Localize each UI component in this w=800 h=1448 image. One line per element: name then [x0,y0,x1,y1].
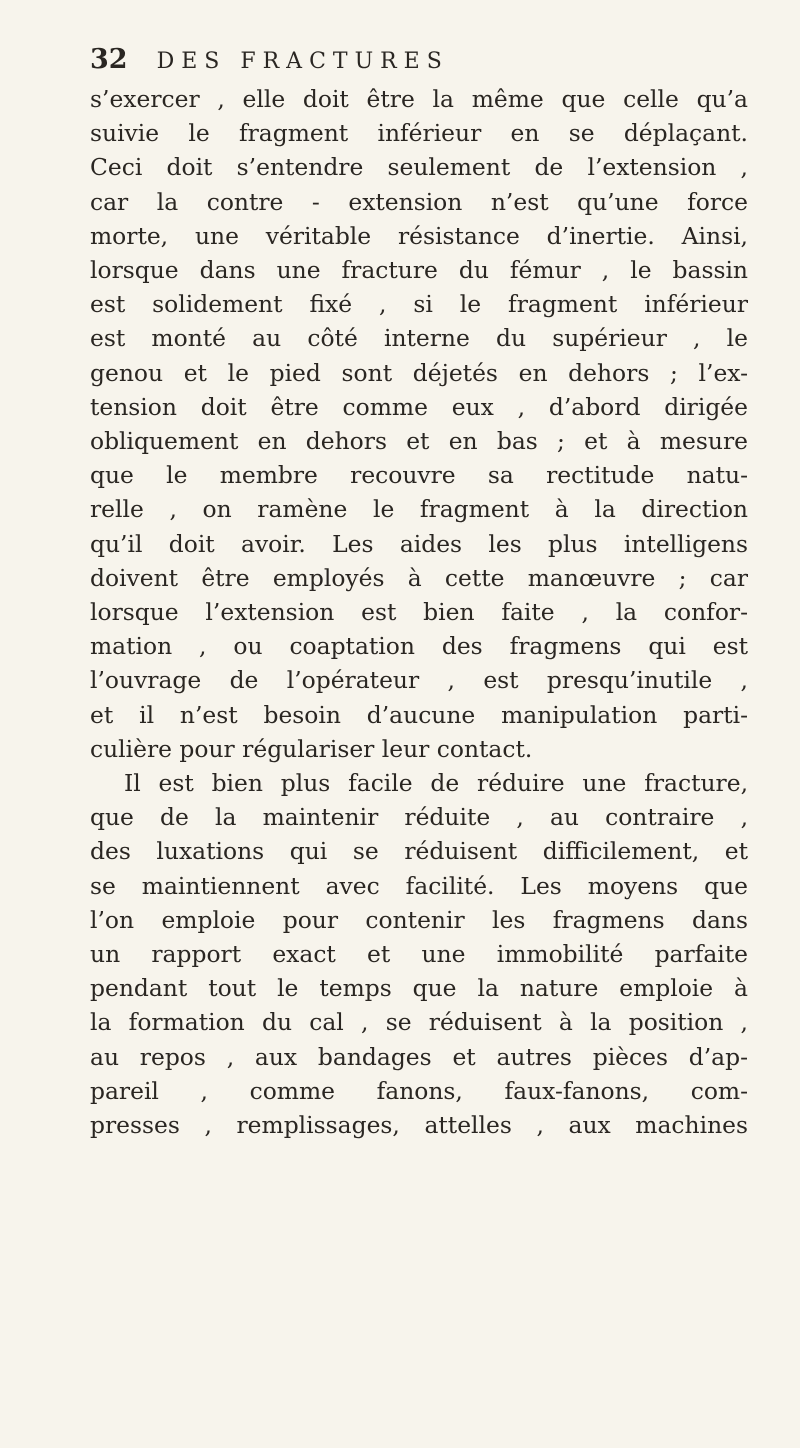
text-line: se maintiennent avec facilité. Les moyens que [90,871,748,900]
running-head [90,40,730,80]
text-line: presses , remplissages, attelles , aux machines [90,1111,748,1140]
text-line: un rapport exact et une immobilité parfaite [90,940,748,969]
text-line: genou et le pied sont déjetés en dehors ; l’ex- [90,358,748,387]
text-line: pareil , comme fanons, faux-fanons, com- [90,1076,748,1105]
text-line: est monté au côté interne du supérieur , le [90,324,748,353]
text-line: et il n’est besoin d’aucune manipulation parti- [90,700,748,729]
text-line: relle , on ramène le fragment à la direction [90,495,748,524]
text-line: obliquement en dehors et en bas ; et à mesure [90,427,748,456]
text-line: suivie le fragment inférieur en se déplaçant. [90,119,748,148]
text-line: l’ouvrage de l’opérateur , est presqu’inutile , [90,666,748,695]
text-line: lorsque l’extension est bien faite , la confor- [90,598,748,627]
text-line: que le membre recouvre sa rectitude natu- [90,461,748,490]
text-line: au repos , aux bandages et autres pièces d’ap- [90,1042,748,1071]
paragraph-1 [90,82,748,766]
running-title: DES FRACTURES [156,49,449,74]
text-line: l’on emploie pour contenir les fragmens dans [90,905,748,934]
text-line: lorsque dans une fracture du fémur , le bassin [90,256,748,285]
text-line: mation , ou coaptation des fragmens qui est [90,632,748,661]
text-line: la formation du cal , se réduisent à la position , [90,1008,748,1037]
text-line: morte, une véritable résistance d’inertie. Ainsi, [90,221,748,250]
text-line: Ceci doit s’entendre seulement de l’extension , [90,153,748,182]
text-line: s’exercer , elle doit être la même que celle qu’a [90,85,748,113]
text-line: qu’il doit avoir. Les aides les plus intelligens [90,529,748,558]
text-line: des luxations qui se réduisent difficilement, et [90,837,748,866]
text-line: est solidement fixé , si le fragment inférieur [90,290,748,319]
paragraph-2 [90,766,748,1142]
text-line: tension doit être comme eux , d’abord dirigée [90,392,748,421]
text-line: que de la maintenir réduite , au contraire , [90,803,748,832]
text-line: Il est bien plus facile de réduire une fracture, [124,769,748,798]
text-line: pendant tout le temps que la nature emploie à [90,974,748,1003]
page-number: 32 [90,44,128,75]
body-text [90,82,748,1142]
text-line: doivent être employés à cette manœuvre ; car [90,563,748,592]
text-line: culière pour régulariser leur contact. [90,734,533,763]
text-line: car la contre - extension n’est qu’une force [90,187,748,216]
